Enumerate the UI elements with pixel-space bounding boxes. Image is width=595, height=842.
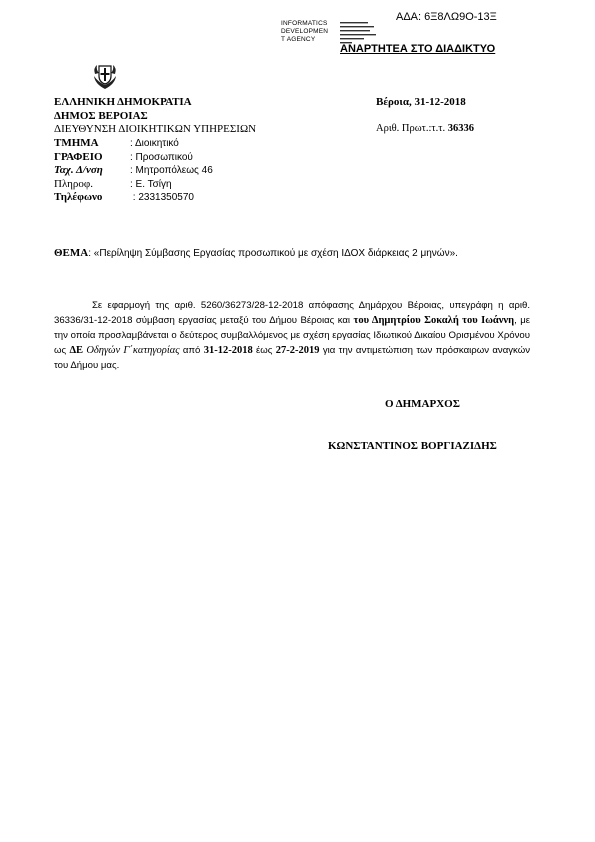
protocol-value: 36336 bbox=[447, 123, 474, 134]
detail-row bbox=[54, 191, 194, 203]
municipality-heading: ΔΗΜΟΣ ΒΕΡΟΙΑΣ bbox=[54, 110, 148, 122]
document-date: Βέροια, 31-12-2018 bbox=[376, 96, 466, 108]
body-text: για την αντιμετώπιση των πρόσκαιρων αναγκών του Δήμου μας. bbox=[54, 345, 531, 371]
publish-online-label: ΑΝΑΡΤΗΤΕΑ ΣΤΟ ΔΙΑΔΙΚΤΥΟ bbox=[340, 43, 496, 55]
body-text: Σε εφαρμογή της αριθ. 5260/36273/28-12-2018 απόφασης Δημάρχου Βέροιας, υπεγράφη η αριθ. 36336/31-12-2018 σύμβαση εργασίας μεταξύ του Δήμου Βέροιας και bbox=[54, 300, 530, 326]
body-text: , με την οποία προσλαμβάνεται ο δεύτερος συμβαλλόμενος με σχέση εργασίας Ιδιωτικού Δικαίου Ορισμένου Χρόνου ως bbox=[54, 315, 531, 356]
detail-row bbox=[54, 178, 172, 190]
subject-line bbox=[54, 247, 458, 259]
detail-value: : Διοικητικό bbox=[130, 138, 179, 149]
detail-label: Τηλέφωνο bbox=[54, 191, 103, 203]
detail-row bbox=[54, 164, 213, 176]
signature-title: Ο ΔΗΜΑΡΧΟΣ bbox=[385, 398, 460, 410]
informatics-stamp bbox=[281, 20, 343, 44]
detail-row bbox=[54, 137, 179, 149]
detail-label: ΤΜΗΜΑ bbox=[54, 137, 99, 149]
ada-code: ΑΔΑ: 6Ξ8ΛΩ9Ο-13Ξ bbox=[396, 11, 497, 23]
republic-heading: ΕΛΛΗΝΙΚΗ ΔΗΜΟΚΡΑΤΙΑ bbox=[54, 96, 192, 108]
body-bold: 27-2-2019 bbox=[275, 345, 320, 356]
protocol-number bbox=[376, 123, 474, 134]
stamp-fine-print bbox=[340, 21, 390, 45]
subject-label: ΘΕΜΑ bbox=[54, 247, 89, 259]
detail-value: : Ε. Τσίγη bbox=[130, 179, 172, 190]
body-text: από bbox=[179, 345, 204, 356]
stamp-line: INFORMATICS bbox=[281, 20, 328, 27]
subject-text: : «Περίληψη Σύμβασης Εργασίας προσωπικού με σχέση ΙΔΟΧ διάρκειας 2 μηνών». bbox=[88, 248, 458, 259]
body-bold: 31-12-2018 bbox=[203, 345, 253, 356]
body-paragraph bbox=[54, 298, 530, 373]
protocol-label: Αριθ. Πρωτ.:τ.τ. bbox=[376, 123, 448, 134]
directorate-heading: ΔΙΕΥΘΥΝΣΗ ΔΙΟΙΚΗΤΙΚΩΝ ΥΠΗΡΕΣΙΩΝ bbox=[54, 123, 257, 135]
detail-row bbox=[54, 151, 193, 163]
stamp-line: DEVELOPMEN bbox=[281, 28, 329, 35]
body-text: έως bbox=[252, 345, 276, 356]
body-bold: ΔΕ bbox=[69, 345, 84, 356]
detail-label: Πληροφ. bbox=[54, 178, 94, 190]
detail-label: Ταχ. Δ/νση bbox=[54, 164, 103, 176]
detail-label: ΓΡΑΦΕΙΟ bbox=[54, 151, 103, 163]
body-italic: Οδηγών Γ΄κατηγορίας bbox=[83, 345, 180, 356]
stamp-line: T AGENCY bbox=[281, 36, 316, 43]
detail-value: : 2331350570 bbox=[130, 192, 194, 203]
detail-value: : Προσωπικού bbox=[130, 152, 193, 163]
body-bold: του Δημητρίου Σοκαλή του Ιωάννη bbox=[353, 315, 515, 326]
signature-name: ΚΩΝΣΤΑΝΤΙΝΟΣ ΒΟΡΓΙΑΖΙΔΗΣ bbox=[328, 440, 497, 452]
greek-emblem-icon bbox=[92, 62, 118, 90]
detail-value: : Μητροπόλεως 46 bbox=[130, 165, 213, 176]
